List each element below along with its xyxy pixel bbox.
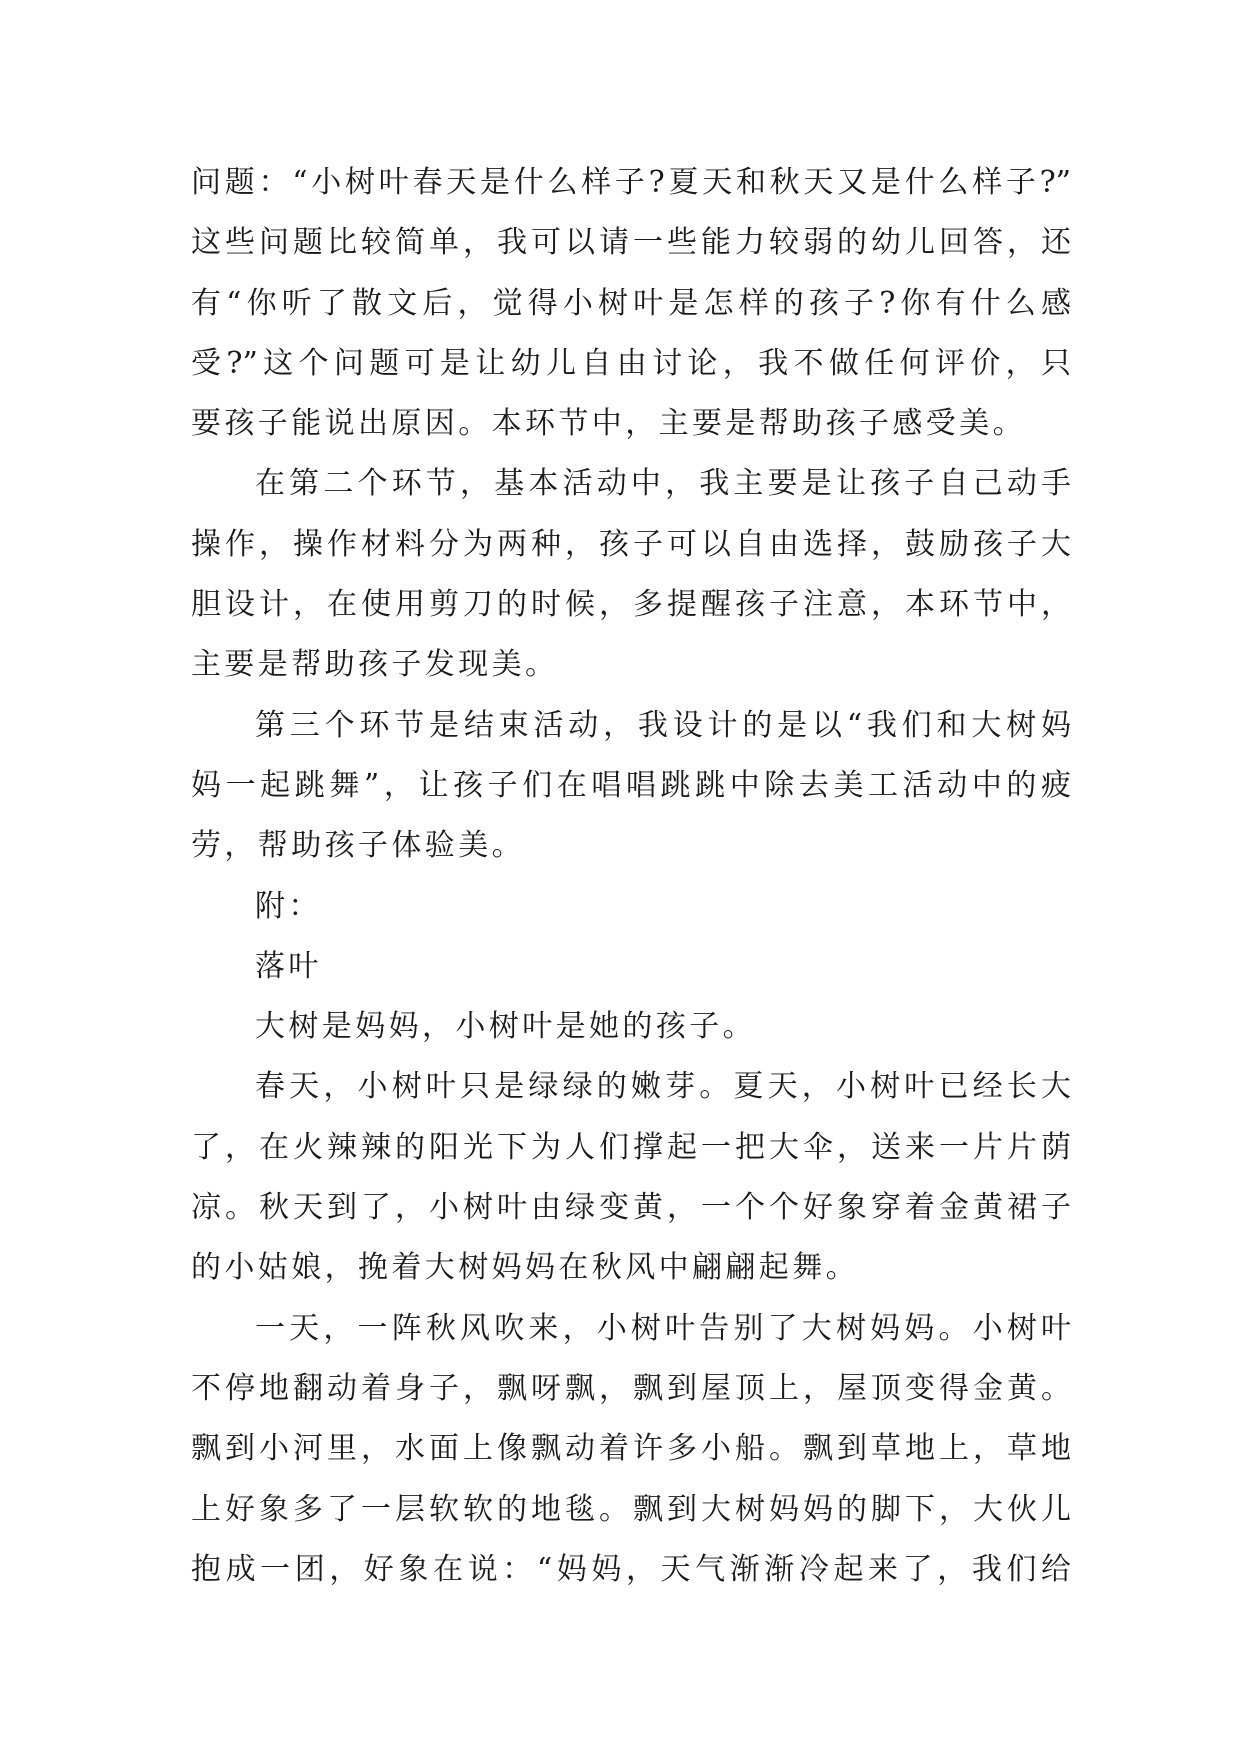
text-line: 操作，操作材料分为两种，孩子可以自由选择，鼓励孩子大 [191,526,1071,562]
text-line: 有“你听了散文后，觉得小树叶是怎样的孩子?你有什么感 [191,285,1071,321]
text-line: 这些问题比较简单，我可以请一些能力较弱的幼儿回答，还 [191,225,1071,261]
text-line: 大树是妈妈，小树叶是她的孩子。 [255,1009,756,1045]
text-line: 主要是帮助孩子发现美。 [191,647,559,683]
body-text [191,153,1071,1600]
text-line: 飘到小河里，水面上像飘动着许多小船。飘到草地上，草地 [191,1431,1071,1467]
text-line: 要孩子能说出原因。本环节中，主要是帮助孩子感受美。 [191,406,1026,442]
text-line: 凉。秋天到了，小树叶由绿变黄，一个个好象穿着金黄裙子 [191,1190,1071,1226]
text-line: 落叶 [255,948,322,984]
text-line: 问题：“小树叶春天是什么样子?夏天和秋天又是什么样子?” [191,165,1071,200]
text-line: 不停地翻动着身子，飘呀飘，飘到屋顶上，屋顶变得金黄。 [191,1370,1071,1406]
text-line: 一天，一阵秋风吹来，小树叶告别了大树妈妈。小树叶 [255,1310,1071,1346]
text-line: 附： [255,888,322,924]
text-line: 劳，帮助孩子体验美。 [191,828,525,864]
text-line: 妈一起跳舞”，让孩子们在唱唱跳跳中除去美工活动中的疲 [191,767,1071,803]
text-line: 在第二个环节，基本活动中，我主要是让孩子自己动手 [255,466,1071,502]
text-line: 抱成一团，好象在说：“妈妈，天气渐渐冷起来了，我们给 [191,1551,1071,1587]
text-line: 上好象多了一层软软的地毯。飘到大树妈妈的脚下，大伙儿 [191,1491,1071,1527]
text-line: 第三个环节是结束活动，我设计的是以“我们和大树妈 [255,707,1071,743]
text-line: 春天，小树叶只是绿绿的嫩芽。夏天，小树叶已经长大 [255,1069,1071,1105]
text-line: 了，在火辣辣的阳光下为人们撑起一把大伞，送来一片片荫 [191,1129,1071,1165]
text-line: 受?”这个问题可是让幼儿自由讨论，我不做任何评价，只 [191,345,1071,381]
text-line: 胆设计，在使用剪刀的时候，多提醒孩子注意，本环节中， [191,587,1071,623]
text-line: 的小姑娘，挽着大树妈妈在秋风中翩翩起舞。 [191,1250,859,1286]
